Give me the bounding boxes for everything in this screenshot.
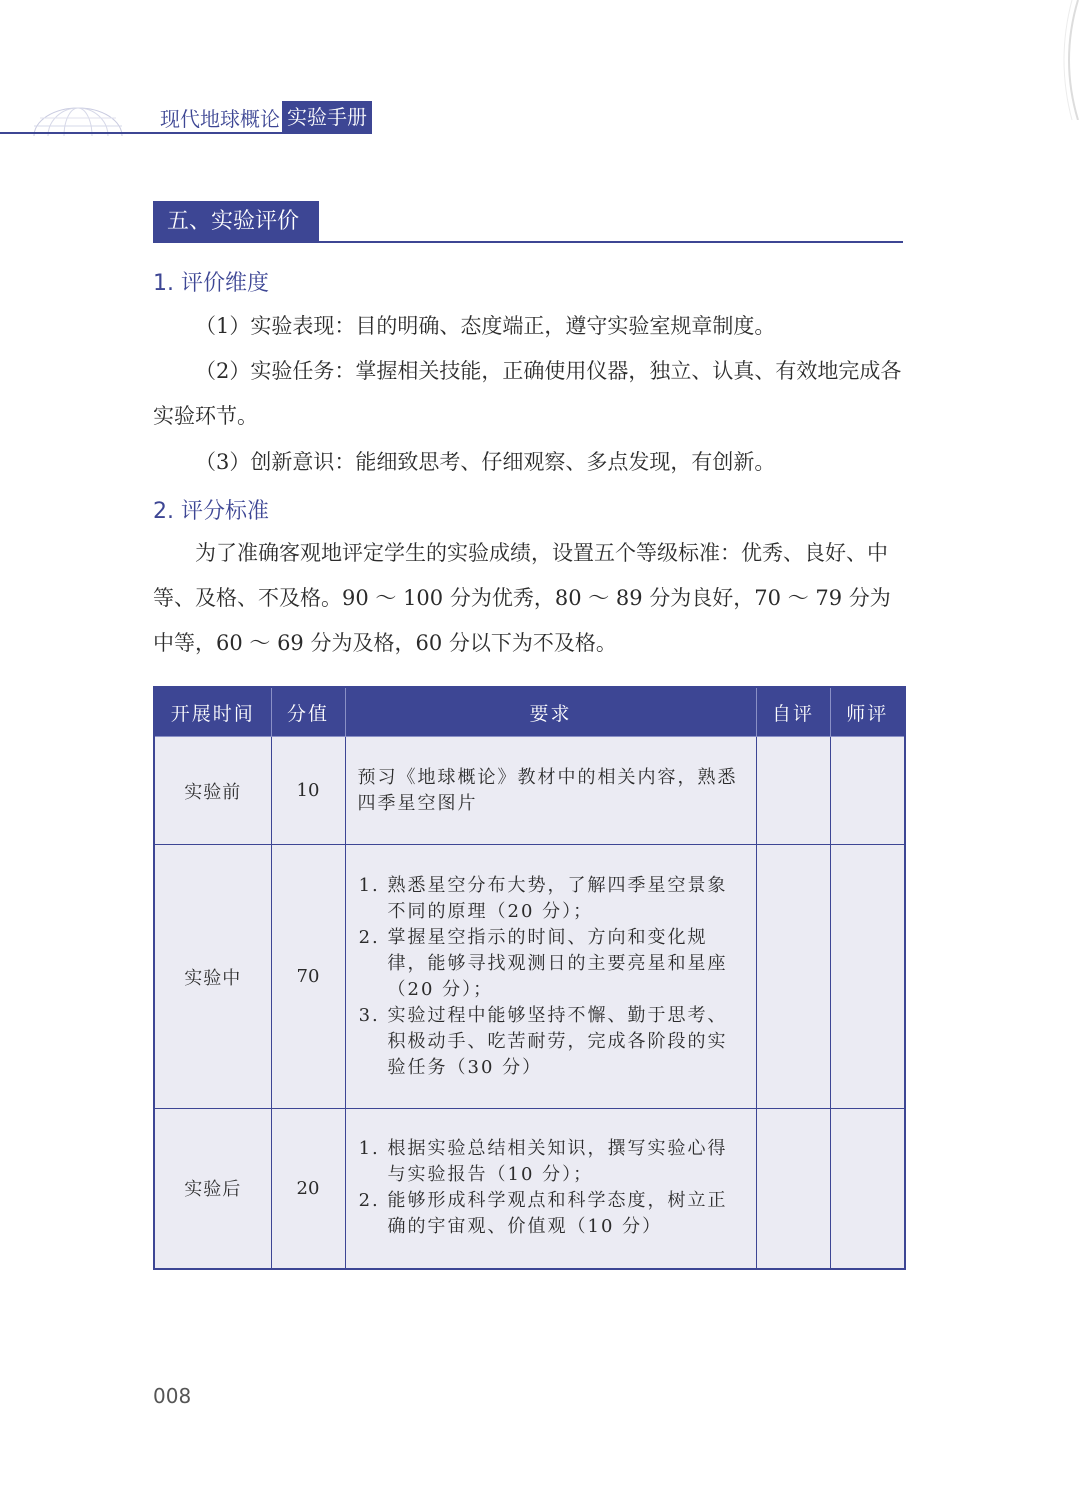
dimension-item: （3）创新意识：能细致思考、仔细观察、多点发现，有创新。	[195, 450, 776, 474]
header-self-eval: 自评	[756, 687, 830, 737]
header-score: 分值	[271, 687, 345, 737]
header-requirements: 要求	[345, 687, 756, 737]
row-score: 10	[271, 737, 345, 845]
requirement-item: 1. 熟悉星空分布大势，了解四季星空景象不同的原理（20 分）；	[388, 873, 744, 925]
header-teacher-eval: 师评	[830, 687, 905, 737]
dimension-item: （1）实验表现：目的明确、态度端正，遵守实验室规章制度。	[195, 314, 776, 338]
standard-heading: 2. 评分标准	[153, 499, 269, 524]
requirement-text: 预习《地球概论》教材中的相关内容，熟悉四季星空图片	[357, 766, 738, 814]
row-time: 实验中	[154, 845, 271, 1109]
handbook-tag: 实验手册	[282, 101, 372, 133]
dimensions-heading: 1. 评价维度	[153, 271, 269, 296]
self-eval-cell	[756, 737, 830, 845]
table-row	[154, 845, 905, 1109]
table-header-row	[154, 687, 905, 737]
row-requirements	[345, 1109, 756, 1269]
row-time: 实验后	[154, 1109, 271, 1269]
self-eval-cell	[756, 845, 830, 1109]
section-title: 五、实验评价	[153, 201, 319, 243]
requirement-item: 3. 实验过程中能够坚持不懈、勤于思考、积极动手、吃苦耐劳，完成各阶段的实验任务（30 分）	[388, 1003, 744, 1081]
row-score: 20	[271, 1109, 345, 1269]
section-rule	[153, 241, 903, 243]
page-edge-decoration	[1050, 0, 1080, 120]
teacher-eval-cell	[830, 737, 905, 845]
dimension-item: （2）实验任务：掌握相关技能，正确使用仪器，独立、认真、有效地完成各实验环节。	[153, 359, 902, 428]
self-eval-cell	[756, 1109, 830, 1269]
table-row	[154, 737, 905, 845]
header-time: 开展时间	[154, 687, 271, 737]
requirement-item: 2. 掌握星空指示的时间、方向和变化规律，能够寻找观测日的主要亮星和星座（20 分）；	[388, 925, 744, 1003]
book-title: 现代地球概论	[160, 107, 280, 131]
teacher-eval-cell	[830, 845, 905, 1109]
page-number: 008	[153, 1384, 192, 1408]
requirement-item: 2. 能够形成科学观点和科学态度，树立正确的宇宙观、价值观（10 分）	[388, 1188, 744, 1240]
row-score: 70	[271, 845, 345, 1109]
requirement-item: 1. 根据实验总结相关知识，撰写实验心得与实验报告（10 分）；	[388, 1136, 744, 1188]
row-requirements	[345, 737, 756, 845]
standard-text: 为了准确客观地评定学生的实验成绩，设置五个等级标准：优秀、良好、中等、及格、不及格。90 ～ 100 分为优秀，80 ～ 89 分为良好，70 ～ 79 分为中等，60 ～ 69 分为及格，60 分以下为不及格。	[153, 541, 891, 655]
row-requirements	[345, 845, 756, 1109]
globe-icon	[0, 96, 140, 136]
teacher-eval-cell	[830, 1109, 905, 1269]
row-time: 实验前	[154, 737, 271, 845]
table-row	[154, 1109, 905, 1269]
evaluation-table	[153, 686, 906, 1270]
header-rule	[0, 132, 372, 134]
